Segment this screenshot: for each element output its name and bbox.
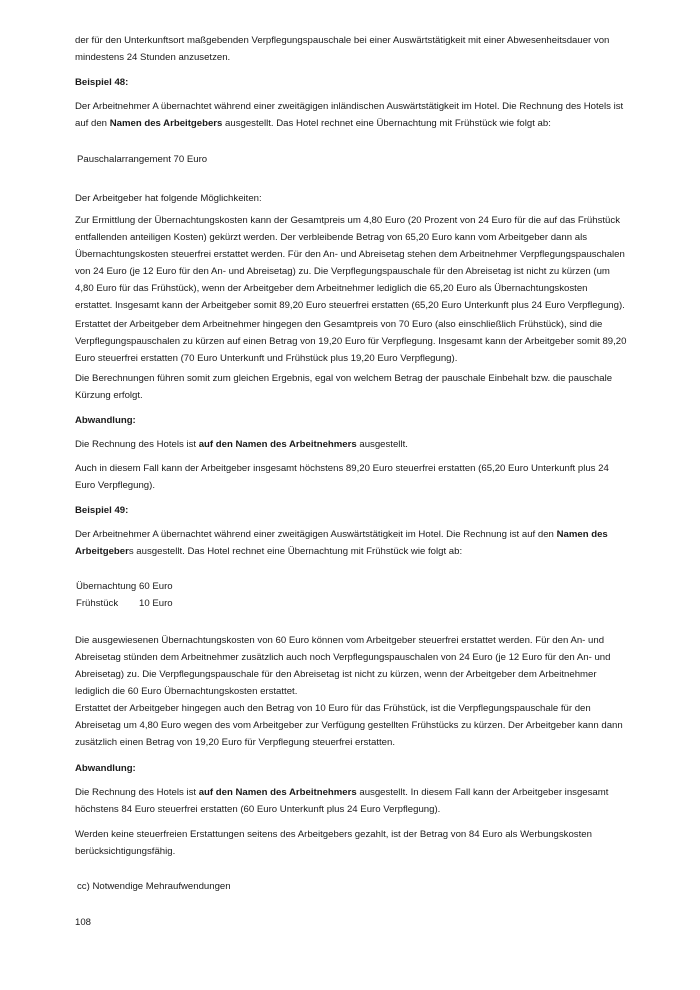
example-48-intro-text-b: ausgestellt. Das Hotel rechnet eine Übernachtung mit Frühstück wie folgt ab: — [222, 118, 551, 129]
example-49-paragraph-2: Erstattet der Arbeitgeber hingegen auch den Betrag von 10 Euro für das Frühstück, ist die Verpflegungspauschale für den Abreisetag um 4,80 Euro wegen des vom Arbeitgeber zur Verfügung gestellten Frühstücks zu kürzen. Der Arbeitgeber kann dann zusätzlich einen Betrag von 19,20 Euro für Verpflegung steuerfrei erstatten. — [75, 703, 623, 748]
invoice-item: Übernachtung — [76, 581, 137, 592]
example-49-variant-bold: auf den Namen des Arbeitnehmers — [198, 787, 357, 798]
example-48-variant-bold: auf den Namen des Arbeitnehmers — [198, 439, 357, 450]
example-48-paragraph-1: Zur Ermittlung der Übernachtungskosten kann der Gesamtpreis um 4,80 Euro (20 Prozent von 24 Euro für die auf das Frühstück entfallenden anteiligen Kosten) gekürzt werden. Der verbleibende Betrag von 65,20 Euro kann vom Arbeitgeber dann als Übernachtungskosten steuerfrei erstattet werden. Für den An- und Abreisetag stehen dem Arbeitnehmer Verpflegungspauschalen von 24 Euro (je 12 Euro für den An- und Abreisetag) zu. Die Verpflegungspauschale für den Abreisetag ist nicht zu kürzen (um 4,80 Euro für das Frühstück), wenn der Arbeitgeber dem Arbeitnehmer lediglich die 65,20 Euro als Übernachtungskosten erstattet. Insgesamt kann der Arbeitgeber somit 89,20 Euro steuerfrei erstatten (65,20 Euro Unterkunft plus 24 Euro Verpflegung). — [75, 215, 625, 311]
example-49-variant-paragraph — [75, 784, 627, 818]
example-49-intro — [75, 526, 627, 560]
example-48-paragraph-2: Erstattet der Arbeitgeber dem Arbeitnehmer hingegen den Gesamtpreis von 70 Euro (also einschließlich Frühstück), sind die Verpflegungspauschalen zu kürzen auf einen Betrag von 19,20 Euro für Verpflegung. Insgesamt kann der Arbeitgeber somit 89,20 Euro steuerfrei erstatten (70 Euro Unterkunft und Frühstück plus 19,20 Euro Verpflegung). — [75, 319, 627, 364]
example-48-options-intro: Der Arbeitgeber hat folgende Möglichkeiten: — [75, 193, 262, 204]
example-48-intro-bold: Namen des Arbeitgebers — [109, 118, 223, 129]
paragraph-intro-continued: der für den Unterkunftsort maßgebenden Verpflegungspauschale bei einer Auswärtstätigkeit mit einer Abwesenheitsdauer von mindestens 24 Stunden anzusetzen. — [75, 35, 610, 63]
example-48-variant-text-b: ausgestellt. — [356, 439, 408, 450]
example-48-variant-paragraph — [75, 436, 627, 453]
example-48-variant-paragraph-2: Auch in diesem Fall kann der Arbeitgeber insgesamt höchstens 89,20 Euro steuerfrei erstatten (65,20 Euro Unterkunft plus 24 Euro Verpflegung). — [75, 463, 609, 491]
example-49-intro-text-a: Der Arbeitnehmer A übernachtet während einer zweitägigen Auswärtstätigkeit im Hotel. Die Rechnung ist auf den — [75, 529, 557, 540]
section-heading-cc: cc) Notwendige Mehraufwendungen — [77, 881, 231, 892]
example-49-intro-bold: Namen des Arbeitgeber — [75, 529, 608, 557]
invoice-row — [76, 595, 173, 612]
example-49-intro-text-b: s ausgestellt. Das Hotel rechnet eine Übernachtung mit Frühstück wie folgt ab: — [128, 546, 463, 557]
invoice-item: Frühstück — [76, 598, 119, 609]
example-48-variant-heading: Abwandlung: — [75, 415, 136, 426]
example-48-intro — [75, 98, 627, 132]
example-48-variant-text-a: Die Rechnung des Hotels ist — [75, 439, 199, 450]
example-49-variant-text-a: Die Rechnung des Hotels ist — [75, 787, 199, 798]
example-49-paragraph-1: Die ausgewiesenen Übernachtungskosten von 60 Euro können vom Arbeitgeber steuerfrei erstattet werden. Für den An- und Abreisetag stünden dem Arbeitnehmer zusätzlich auch noch Verpflegungspauschalen von 24 Euro (je 12 Euro für den An- und Abreisetag) zu. Die Verpflegungspauschale für den Abreisetag ist nicht zu kürzen, wenn der Arbeitgeber dem Arbeitnehmer lediglich die 60 Euro Übernachtungskosten erstattet. — [75, 635, 611, 697]
example-49-variant-text-b: ausgestellt. In diesem Fall kann der Arbeitgeber insgesamt höchstens 84 Euro steuerfrei erstatten (60 Euro Unterkunft plus 24 Euro Verpflegung). — [75, 787, 609, 815]
invoice-amount: 10 Euro — [139, 598, 173, 609]
example-48-invoice-line: Pauschalarrangement 70 Euro — [77, 154, 208, 165]
example-49-variant-paragraph-2: Werden keine steuerfreien Erstattungen seitens des Arbeitgebers gezahlt, ist der Betrag von 84 Euro als Werbungskosten berücksichtigungsfähig. — [75, 829, 592, 857]
invoice-row — [76, 578, 173, 595]
page-number: 108 — [75, 917, 92, 928]
example-49-variant-heading: Abwandlung: — [75, 763, 136, 774]
example-48-intro-text-a: Der Arbeitnehmer A übernachtet während einer zweitägigen inländischen Auswärtstätigkeit im Hotel. Die Rechnung des Hotels ist auf den — [75, 101, 624, 129]
example-48-heading: Beispiel 48: — [75, 77, 129, 88]
example-48-paragraph-3: Die Berechnungen führen somit zum gleichen Ergebnis, egal von welchem Betrag der pauschale Einbehalt bzw. die pauschale Kürzung erfolgt. — [75, 373, 613, 401]
invoice-amount: 60 Euro — [139, 581, 173, 592]
example-49-heading: Beispiel 49: — [75, 505, 129, 516]
